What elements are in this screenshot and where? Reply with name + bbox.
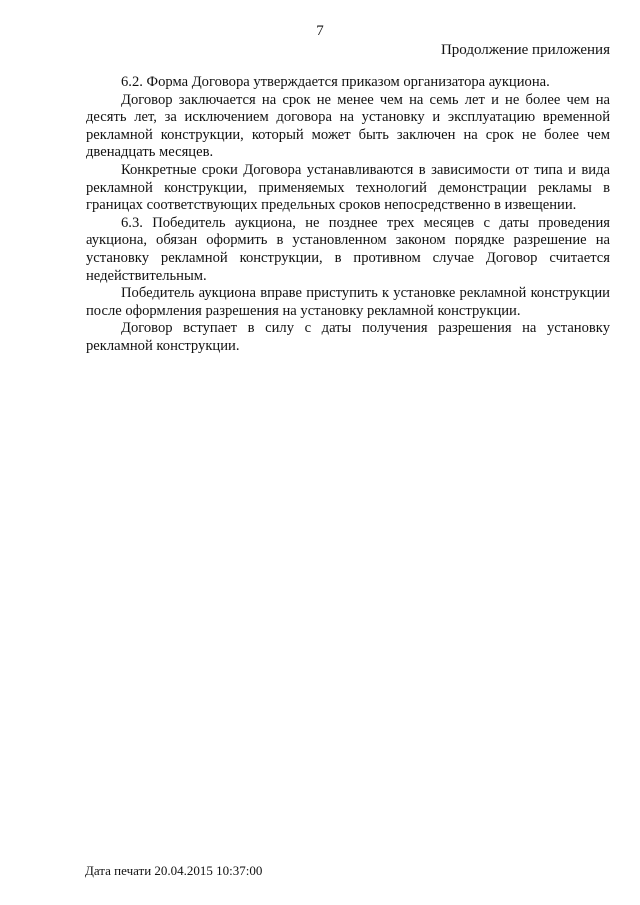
document-body [86,74,610,356]
paragraph-contract-term: Договор заключается на срок не менее чем на семь лет и не более чем на десять лет, за исключением договора на установку и эксплуатацию временной рекламной конструкции, который может быть заключен на срок не более чем двенадцать месяцев. [86,91,610,161]
page-number: 7 [316,23,324,39]
paragraph-specific-terms: Конкретные сроки Договора устанавливаются в зависимости от типа и вида рекламной конструкции, применяемых технологий демонстрации рекламы в границах соответствующих предельных сроков непосредственно в извещении. [86,161,610,214]
paragraph-installation-right: Победитель аукциона вправе приступить к установке рекламной конструкции после оформления разрешения на установку рекламной конструкции. [86,285,610,319]
paragraph-6-2: 6.2. Форма Договора утверждается приказом организатора аукциона. [121,74,550,90]
paragraph-6-3: 6.3. Победитель аукциона, не позднее трех месяцев с даты проведения аукциона, обязан оформить в установленном законом порядке разрешение на установку рекламной конструкции, в противном случае Договор считается недействительным. [86,214,610,284]
paragraph-entry-into-force: Договор вступает в силу с даты получения разрешения на установку рекламной конструкции. [86,320,610,354]
print-date: Дата печати 20.04.2015 10:37:00 [85,863,263,878]
continuation-label: Продолжение приложения [440,42,610,58]
